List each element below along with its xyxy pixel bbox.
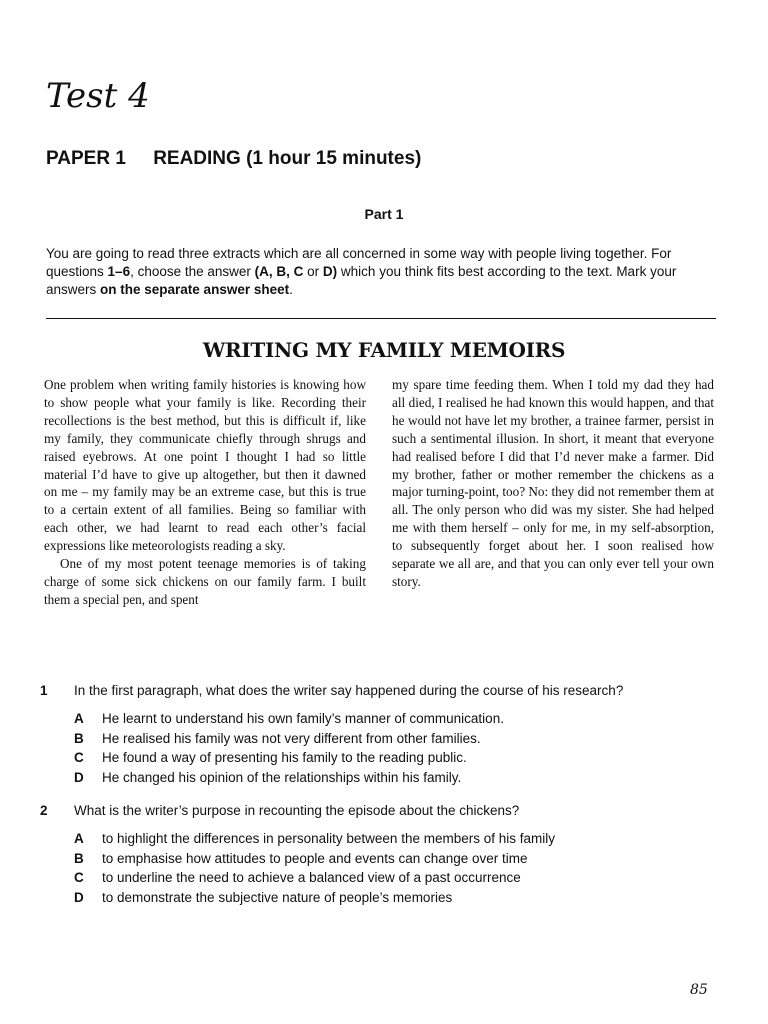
option-text: He realised his family was not very different from other families.: [102, 730, 481, 746]
instructions-choices: (A, B, C: [254, 264, 304, 279]
instructions-range: 1–6: [107, 264, 131, 279]
option-letter: B: [74, 730, 84, 746]
article-title: WRITING MY FAMILY MEMOIRS: [202, 338, 566, 362]
instructions-text: , choose the answer: [130, 264, 255, 279]
option-2a[interactable]: [74, 829, 740, 849]
instructions-choice-d: D): [322, 264, 338, 279]
option-letter: D: [74, 889, 84, 905]
option-2b[interactable]: [74, 849, 740, 869]
option-letter: C: [74, 750, 84, 765]
test-title: Test 4: [46, 76, 150, 116]
option-letter: D: [74, 769, 84, 785]
question-number: 1: [40, 683, 48, 698]
answer-options: [74, 709, 740, 787]
option-1d[interactable]: [74, 768, 740, 788]
answer-options: [74, 829, 740, 907]
option-2d[interactable]: [74, 888, 740, 908]
article-paragraph: One problem when writing family histories is knowing how to show people what your family is like. Recording their recollections is the best method, but this is difficult if, like my family, they communicate chiefly through shrugs and raised eyebrows. At one point I thought I had so little material I’d have to give up altogether, but then it dawned on me – my family may be an extreme case, but this is true to a certain extent of all families. Being so familiar with each other, we had learnt to read each other’s facial expressions like meteorologists reading a sky.: [44, 377, 366, 554]
option-letter: A: [74, 711, 84, 726]
question-text: What is the writer’s purpose in recounting the episode about the chickens?: [74, 803, 520, 818]
option-letter: C: [74, 870, 84, 885]
option-text: He learnt to understand his own family’s manner of communication.: [102, 711, 504, 726]
duration: (1 hour 15 minutes): [246, 148, 422, 169]
question-stem: [40, 801, 740, 821]
question-text: In the first paragraph, what does the writer say happened during the course of his research?: [74, 683, 624, 698]
part-heading: Part 1: [364, 206, 404, 222]
paper-heading: [46, 148, 421, 170]
instructions-text: You are going to read three extracts which are all concerned in some way with people living together. For questions: [46, 246, 672, 279]
instructions: [46, 245, 726, 299]
question-number: 2: [40, 803, 48, 818]
option-text: to highlight the differences in personality between the members of his family: [102, 831, 555, 846]
option-1b[interactable]: [74, 729, 740, 749]
article-column-right: [392, 376, 714, 591]
option-text: to demonstrate the subjective nature of people’s memories: [102, 889, 453, 905]
option-letter: B: [74, 850, 84, 866]
option-text: to underline the need to achieve a balanced view of a past occurrence: [102, 870, 521, 885]
instructions-answer-sheet: on the separate answer sheet: [100, 282, 290, 297]
question-2: [40, 801, 740, 907]
option-1a[interactable]: [74, 709, 740, 729]
instructions-text: or: [303, 264, 323, 279]
option-text: He found a way of presenting his family to the reading public.: [102, 750, 467, 765]
option-2c[interactable]: [74, 868, 740, 888]
instructions-text: .: [289, 282, 293, 297]
article-column-left: [44, 376, 366, 609]
article-paragraph: One of my most potent teenage memories is of taking charge of some sick chickens on our family farm. I built them a special pen, and spent: [44, 556, 366, 607]
option-letter: A: [74, 831, 84, 846]
option-text: He changed his opinion of the relationships within his family.: [102, 769, 462, 785]
question-1: [40, 681, 740, 787]
paper-number: PAPER 1: [46, 148, 126, 169]
option-text: to emphasise how attitudes to people and events can change over time: [102, 850, 528, 866]
option-1c[interactable]: [74, 748, 740, 768]
section-name: READING: [153, 148, 241, 169]
question-stem: [40, 681, 740, 701]
article-paragraph: my spare time feeding them. When I told my dad they had all died, I realised he had known this would happen, and that he would not have let my brother, a trainee farmer, persist in such a sentimental illusion. In short, it meant that everyone had realised before I did that I’d never make a farmer. Did my brother, father or mother remember the chickens as a major turning-point, too? No: they did not remember them at all. The only person who did was my sister. She had helped me with them herself – only for me, in my self-absorption, to subsequently forget about her. I soon realised how separate we all are, and that you can only ever tell your own story.: [392, 377, 714, 589]
divider-rule: [46, 318, 716, 319]
instructions-text: which you think fits best according to the text. Mark your answers: [46, 264, 677, 297]
page-number: 85: [690, 982, 708, 998]
question-list: [40, 681, 740, 921]
